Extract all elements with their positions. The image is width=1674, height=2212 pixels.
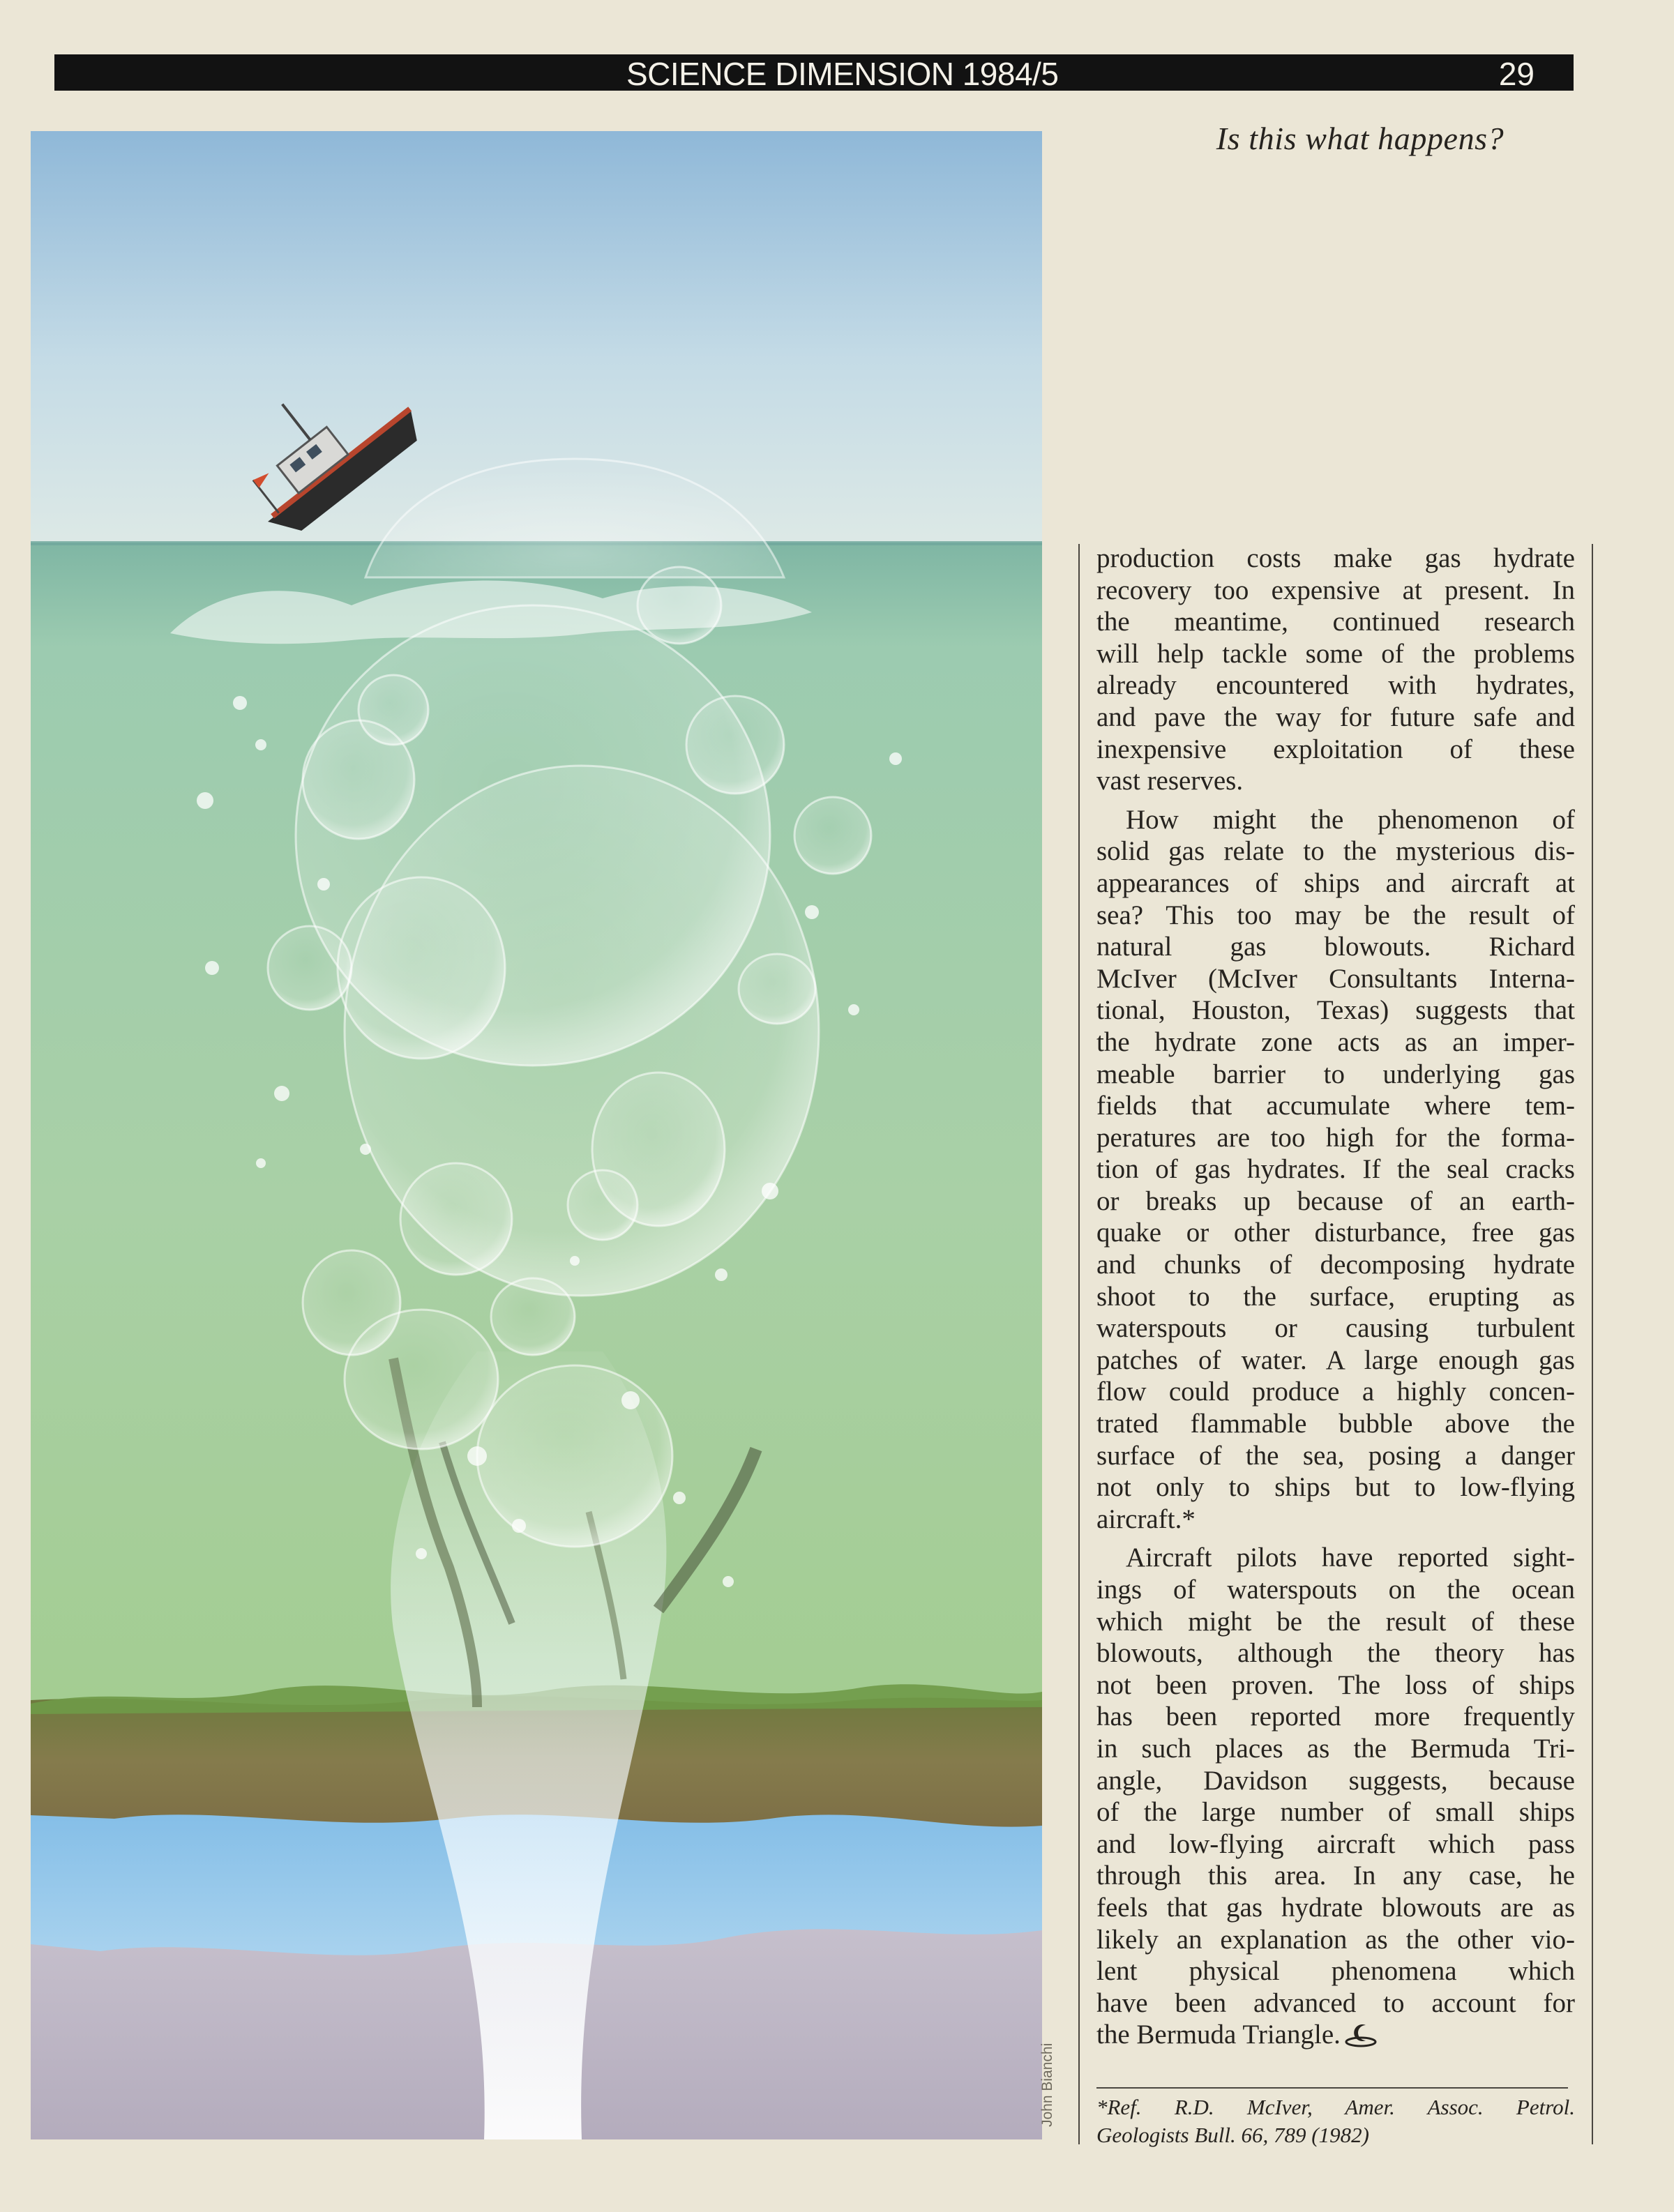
text-line: the Bermuda Triangle. — [1096, 2019, 1575, 2051]
footnote — [1096, 2093, 1575, 2149]
text-line: flow could produce a highly concen- — [1096, 1377, 1575, 1407]
footnote-line: Geologists Bull. 66, 789 (1982) — [1096, 2123, 1369, 2147]
column-rule-right — [1592, 544, 1593, 2144]
journal-title: SCIENCE DIMENSION 1984/5 — [626, 56, 1059, 92]
text-line: the hydrate zone acts as an imper- — [1096, 1027, 1575, 1057]
text-line: vast reserves. — [1096, 766, 1244, 796]
running-header — [54, 54, 1574, 91]
text-line: ings of waterspouts on the ocean — [1096, 1575, 1575, 1605]
gas-blowout-illustration — [31, 131, 1042, 2139]
text-line: peratures are too high for the forma- — [1096, 1122, 1575, 1153]
text-line: not been proven. The loss of ships — [1096, 1669, 1575, 1700]
column-rule-left — [1078, 544, 1080, 2144]
text-line: and chunks of decomposing hydrate — [1096, 1250, 1575, 1280]
text-line: of the large number of small ships — [1096, 1797, 1575, 1828]
text-line: already encountered with hydrates, — [1096, 670, 1575, 701]
text-line: waterspouts or causing turbulent — [1096, 1313, 1575, 1344]
text-line: How might the phenomenon of — [1126, 804, 1575, 835]
text-line: has been reported more frequently — [1096, 1702, 1575, 1732]
text-line: Aircraft pilots have reported sight- — [1126, 1543, 1575, 1573]
illustrator-credit: John Bianchi — [1039, 2043, 1055, 2127]
text-line: not only to ships but to low-flying — [1096, 1472, 1575, 1503]
science-dimension-logo-icon — [1345, 2021, 1377, 2047]
text-line: have been advanced to account for — [1096, 1987, 1575, 2018]
illustration-artwork — [31, 131, 1042, 2139]
text-line: McIver (McIver Consultants Interna- — [1096, 963, 1575, 994]
text-line: quake or other disturbance, free gas — [1096, 1218, 1575, 1248]
text-line: trated flammable bubble above the — [1096, 1409, 1575, 1439]
text-line: which might be the result of these — [1096, 1606, 1575, 1637]
text-line: solid gas relate to the mysterious dis- — [1096, 836, 1575, 867]
article-body — [1096, 543, 1575, 2051]
footnote-line: *Ref. R.D. McIver, Amer. Assoc. Petrol. — [1096, 2095, 1575, 2119]
text-line: angle, Davidson suggests, because — [1096, 1765, 1575, 1796]
text-line: and low-flying aircraft which pass — [1096, 1828, 1575, 1859]
text-line: and pave the way for future safe and — [1096, 702, 1575, 732]
text-line: tion of gas hydrates. If the seal cracks — [1096, 1154, 1575, 1185]
text-line: surface of the sea, posing a danger — [1096, 1440, 1575, 1471]
text-line: in such places as the Bermuda Tri- — [1096, 1733, 1575, 1764]
text-line: sea? This too may be the result of — [1096, 900, 1575, 930]
text-line: appearances of ships and aircraft at — [1096, 868, 1575, 898]
text-line: through this area. In any case, he — [1096, 1861, 1575, 1891]
text-line: shoot to the surface, erupting as — [1096, 1281, 1575, 1312]
illustration-caption: Is this what happens? — [1216, 121, 1505, 156]
text-line: production costs make gas hydrate — [1096, 543, 1575, 573]
text-line: lent physical phenomena which — [1096, 1956, 1575, 1987]
text-line: likely an explanation as the other vio- — [1096, 1924, 1575, 1955]
text-line: or breaks up because of an earth- — [1096, 1185, 1575, 1216]
text-line: natural gas blowouts. Richard — [1096, 932, 1575, 962]
article-paragraph — [1096, 1542, 1575, 2051]
text-line: inexpensive exploitation of these — [1096, 734, 1575, 764]
text-line: recovery too expensive at present. In — [1096, 575, 1575, 605]
text-line: tional, Houston, Texas) suggests that — [1096, 995, 1575, 1026]
text-line: will help tackle some of the problems — [1096, 638, 1575, 669]
text-line: aircraft.* — [1096, 1503, 1196, 1534]
article-paragraph — [1096, 543, 1575, 797]
text-line: feels that gas hydrate blowouts are as — [1096, 1892, 1575, 1923]
text-line: meable barrier to underlying gas — [1096, 1059, 1575, 1089]
text-line: blowouts, although the theory has — [1096, 1638, 1575, 1669]
article-paragraph — [1096, 804, 1575, 1536]
footnote-rule — [1096, 2087, 1568, 2089]
text-line: patches of water. A large enough gas — [1096, 1344, 1575, 1375]
text-line: fields that accumulate where tem- — [1096, 1091, 1575, 1121]
page-number: 29 — [1498, 56, 1534, 92]
text-line: the meantime, continued research — [1096, 607, 1575, 637]
